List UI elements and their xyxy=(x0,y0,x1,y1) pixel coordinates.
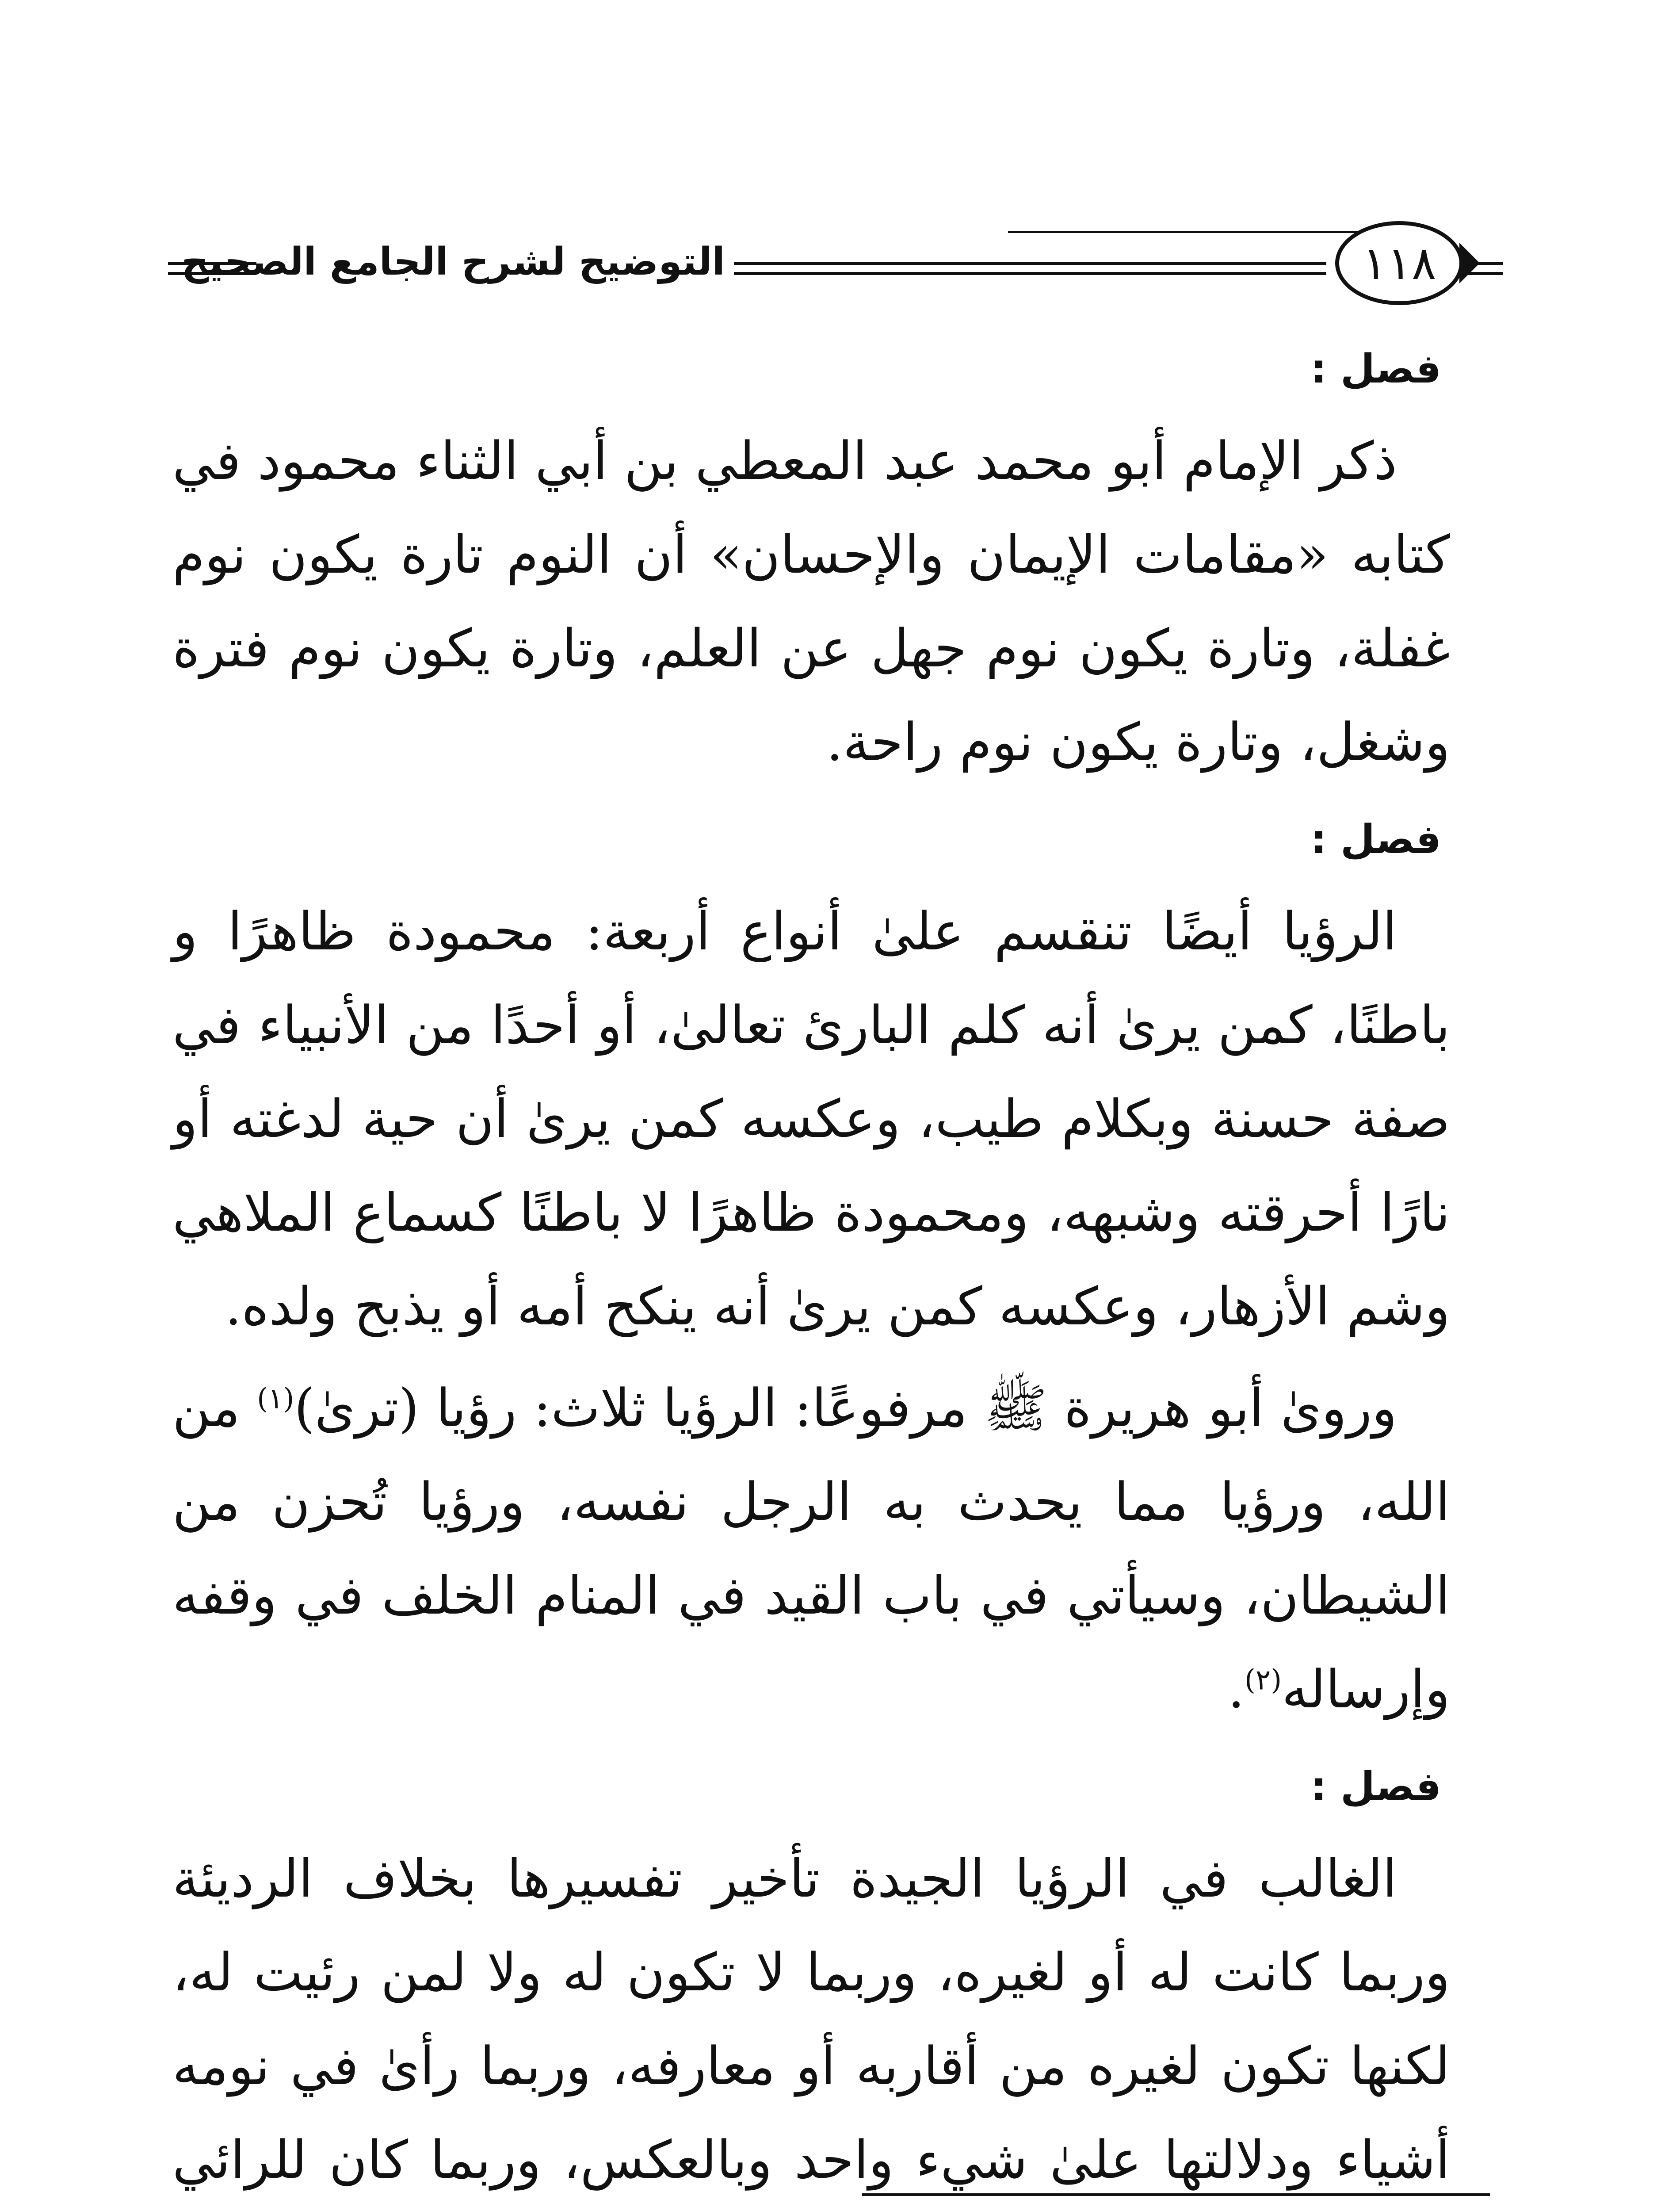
page-number-medallion xyxy=(1335,221,1463,305)
section-3 xyxy=(172,1754,1450,2211)
footnote-ref-1: (١) xyxy=(257,1382,294,1415)
header-rule-top xyxy=(1008,231,1371,233)
paragraph: الرؤيا أيضًا تنقسم علىٰ أنواع أربعة: محمودة ظاهرًا و باطنًا، كمن يرىٰ أنه كلم البارئ تعالىٰ، أو أحدًا من الأنبياء في صفة حسنة وبكلام طيب، وعكسه كمن يرىٰ أن حية لدغته أو نارًا أحرقته وشبهه، ومحمودة ظاهرًا لا باطنًا كسماع الملاهي وشم الأزهار، وعكسه كمن يرىٰ أنه ينكح أمه أو يذبح ولده. xyxy=(172,901,1451,1337)
hadith-text-start: ورویٰ أبو هريرة ﷺ مرفوعًا: الرؤيا ثلاث: رؤيا (ترىٰ) xyxy=(294,1377,1397,1438)
section-heading: فصل : xyxy=(1310,1763,1441,1810)
running-header xyxy=(168,208,1494,305)
running-title: التوضيح لشرح الجامع الصحيح xyxy=(181,240,725,284)
hadith-text-end: . xyxy=(1228,1659,1245,1720)
hadith-paragraph xyxy=(172,1361,1450,1736)
footnote-ref-2: (٢) xyxy=(1244,1664,1282,1697)
section-1 xyxy=(172,336,1450,789)
paragraph: ذكر الإمام أبو محمد عبد المعطي بن أبي الثناء محمود في كتابه «مقامات الإيمان والإحسان» أن النوم تارة يكون نوم غفلة، وتارة يكون نوم جهل عن العلم، وتارة يكون نوم فترة وشغل، وتارة يكون نوم راحة. xyxy=(172,430,1450,773)
section-2 xyxy=(172,807,1450,1736)
page-number: ١١٨ xyxy=(1362,236,1436,290)
hadith-text-middle: من الله، ورؤيا مما يحدث به الرجل نفسه، ورؤيا تُحزن من الشيطان، وسيأتي في باب القيد في المنام الخلف في وقفه وإرساله xyxy=(172,1377,1450,1720)
paragraph: الغالب في الرؤيا الجيدة تأخير تفسيرها بخلاف الرديئة وربما كانت له أو لغيره، وربما لا تكون له ولا لمن رئيت له، لكنها تكون لغيره من أقاربه أو معارفه، وربما رأىٰ في نومه أشياء ودلالتها علىٰ شيء واحد وبالعكس، وربما كان للرائي xyxy=(172,1848,1450,2190)
header-rule-middle xyxy=(734,262,1326,265)
section-heading: فصل : xyxy=(1310,346,1441,392)
footnote-separator xyxy=(862,2193,1490,2196)
main-text xyxy=(172,336,1450,2211)
header-rule-right xyxy=(1468,262,1503,265)
section-heading: فصل : xyxy=(1310,816,1441,863)
